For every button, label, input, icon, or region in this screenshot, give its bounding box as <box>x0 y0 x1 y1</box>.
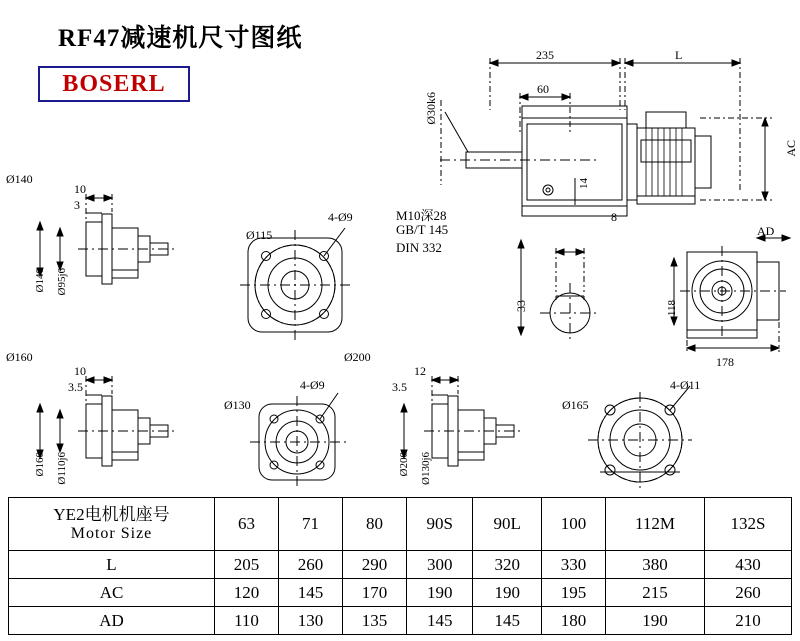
table-row-label: L <box>9 551 215 579</box>
thread-spec-line1: M10深28 <box>396 208 447 223</box>
table-header-cell: 112M <box>606 498 705 551</box>
dim-label-3-5-b: 3.5 <box>68 380 83 394</box>
table-cell: 145 <box>279 579 343 607</box>
dim-label-4x9-b: 4-Ø9 <box>300 378 325 392</box>
table-header-cell: 132S <box>705 498 792 551</box>
table-cell: 210 <box>705 607 792 635</box>
dim-label-d110: Ø110j6 <box>56 452 68 485</box>
table-cell: 300 <box>407 551 473 579</box>
table-cell: 180 <box>541 607 605 635</box>
page-title: RF47减速机尺寸图纸 <box>58 25 303 52</box>
table-row-label: AD <box>9 607 215 635</box>
table-cell: 190 <box>407 579 473 607</box>
dim-label-d165: Ø165 <box>562 398 589 412</box>
table-header-label-en: Motor Size <box>70 524 153 542</box>
dim-label-AD: AD <box>757 224 775 238</box>
dim-label-4x9-a: 4-Ø9 <box>328 210 353 224</box>
dim-label-3-5-c: 3.5 <box>392 380 407 394</box>
dim-label-shaft-dia: Ø30k6 <box>424 92 438 125</box>
dim-label-d200-out: Ø200 <box>344 350 371 364</box>
table-row <box>9 607 792 635</box>
dim-label-60: 60 <box>537 82 549 96</box>
table-header-cell: 90L <box>473 498 542 551</box>
table-cell: 145 <box>473 607 542 635</box>
table-cell: 260 <box>279 551 343 579</box>
table-row <box>9 551 792 579</box>
table-cell: 260 <box>705 579 792 607</box>
table-cell: 190 <box>606 607 705 635</box>
table-row-label: AC <box>9 579 215 607</box>
table-header-cell: 90S <box>407 498 473 551</box>
table-cell: 215 <box>606 579 705 607</box>
dim-label-AC: AC <box>784 140 798 157</box>
table-cell: 430 <box>705 551 792 579</box>
dim-label-d160-out: Ø160 <box>6 350 33 364</box>
table-cell: 320 <box>473 551 542 579</box>
dim-label-235: 235 <box>536 48 554 62</box>
dim-label-d140-in: Ø140 <box>34 268 46 293</box>
table-cell: 205 <box>215 551 279 579</box>
table-cell: 290 <box>343 551 407 579</box>
thread-spec-line3: DIN 332 <box>396 240 442 255</box>
dim-label-L: L <box>675 48 683 62</box>
table-cell: 130 <box>279 607 343 635</box>
table-row <box>9 579 792 607</box>
table-header-cell: 63 <box>215 498 279 551</box>
dim-label-118: 118 <box>666 300 678 317</box>
table-cell: 110 <box>215 607 279 635</box>
dim-label-d115: Ø115 <box>246 228 273 242</box>
dim-label-10-a: 10 <box>74 182 86 196</box>
thread-spec-line2: GB/T 145 <box>396 222 449 237</box>
dim-label-8: 8 <box>611 210 617 224</box>
table-cell: 195 <box>541 579 605 607</box>
motor-size-table <box>8 497 792 635</box>
dim-label-10-b: 10 <box>74 364 86 378</box>
table-header-cell: 71 <box>279 498 343 551</box>
dim-label-d95: Ø95j6 <box>56 268 68 296</box>
brand-logo-text: BOSERL <box>62 70 166 97</box>
table-header-cell: 100 <box>541 498 605 551</box>
dim-label-d130-a: Ø130 <box>224 398 251 412</box>
dim-label-33: 33 <box>514 300 528 312</box>
table-header-label-cn: YE2电机机座号 <box>53 505 170 525</box>
dim-label-3-a: 3 <box>74 198 80 212</box>
table-cell: 330 <box>541 551 605 579</box>
table-header-label <box>9 498 215 551</box>
dim-label-d140-out: Ø140 <box>6 172 33 186</box>
dim-label-4x11: 4-Ø11 <box>670 378 701 392</box>
table-cell: 135 <box>343 607 407 635</box>
table-cell: 120 <box>215 579 279 607</box>
table-cell: 170 <box>343 579 407 607</box>
dim-label-178: 178 <box>716 355 734 369</box>
table-header-cell: 80 <box>343 498 407 551</box>
dim-label-key-14: 14 <box>578 178 590 189</box>
table-cell: 380 <box>606 551 705 579</box>
table-cell: 145 <box>407 607 473 635</box>
table-row <box>9 498 792 551</box>
dim-label-d200-in: Ø200 <box>398 452 410 477</box>
table-cell: 190 <box>473 579 542 607</box>
dim-label-d130-b: Ø130j6 <box>420 452 432 485</box>
dim-label-12: 12 <box>414 364 426 378</box>
dim-label-d160-in: Ø160 <box>34 452 46 477</box>
